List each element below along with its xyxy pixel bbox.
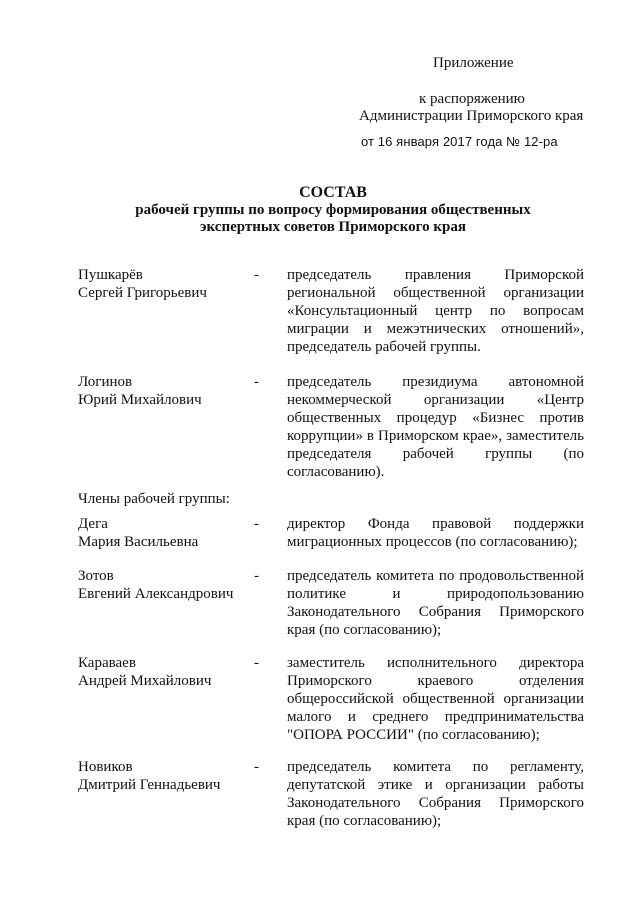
person-role: заместитель исполнительного директора Приморского краевого отделения общероссийской общественной организации малого и среднего предпринимательства "ОПОРА РОССИИ" (по согласованию); [287,655,584,743]
person-name [78,373,253,409]
entry-dash: - [254,655,259,671]
title-main: СОСТАВ [299,184,367,201]
person-given-names: Дмитрий Геннадьевич [78,777,221,793]
order-reference-line1: к распоряжению [419,91,525,107]
person-surname: Логинов [78,374,133,390]
person-surname: Пушкарёв [78,267,143,283]
person-name [78,515,253,551]
person-surname: Караваев [78,655,136,671]
person-name [78,758,253,794]
person-given-names: Мария Васильевна [78,534,199,550]
entry-dash: - [254,267,259,283]
person-surname: Дега [78,516,108,532]
person-role: председатель президиума автономной некоммерческой организации «Центр общественных процедур «Бизнес против коррупции» в Приморском крае», заместитель председателя рабочей группы (по согласованию). [287,374,584,480]
entry-dash: - [254,374,259,390]
person-surname: Новиков [78,759,133,775]
title-subtitle-line2: экспертных советов Приморского края [200,219,466,235]
document-title [0,183,640,236]
entry-dash: - [254,759,259,775]
person-given-names: Сергей Григорьевич [78,285,207,301]
person-name [78,654,253,690]
person-name [78,266,253,302]
person-role: директор Фонда правовой поддержки миграционных процессов (по согласованию); [287,516,584,550]
order-reference-line2: Администрации Приморского края [359,108,584,124]
entry-dash: - [254,516,259,532]
person-role: председатель правления Приморской региональной общественной организации «Консультационный центр по вопросам миграции и межэтнических отношений», председатель рабочей группы. [287,267,584,355]
appendix-title: Приложение [433,55,514,71]
person-role: председатель комитета по регламенту, депутатской этике и организации работы Законодательного Собрания Приморского края (по согласованию); [287,759,584,829]
members-section-label: Члены рабочей группы: [78,491,230,507]
person-given-names: Евгений Александрович [78,586,234,602]
person-name [78,567,253,603]
person-given-names: Юрий Михайлович [78,392,202,408]
person-given-names: Андрей Михайлович [78,673,212,689]
person-surname: Зотов [78,568,114,584]
order-date-stamp: от 16 января 2017 года № 12-ра [361,134,558,149]
title-subtitle-line1: рабочей группы по вопросу формирования общественных [135,202,531,218]
entry-dash: - [254,568,259,584]
person-role: председатель комитета по продовольственной политике и природопользованию Законодательного Собрания Приморского края (по согласованию); [287,568,584,638]
